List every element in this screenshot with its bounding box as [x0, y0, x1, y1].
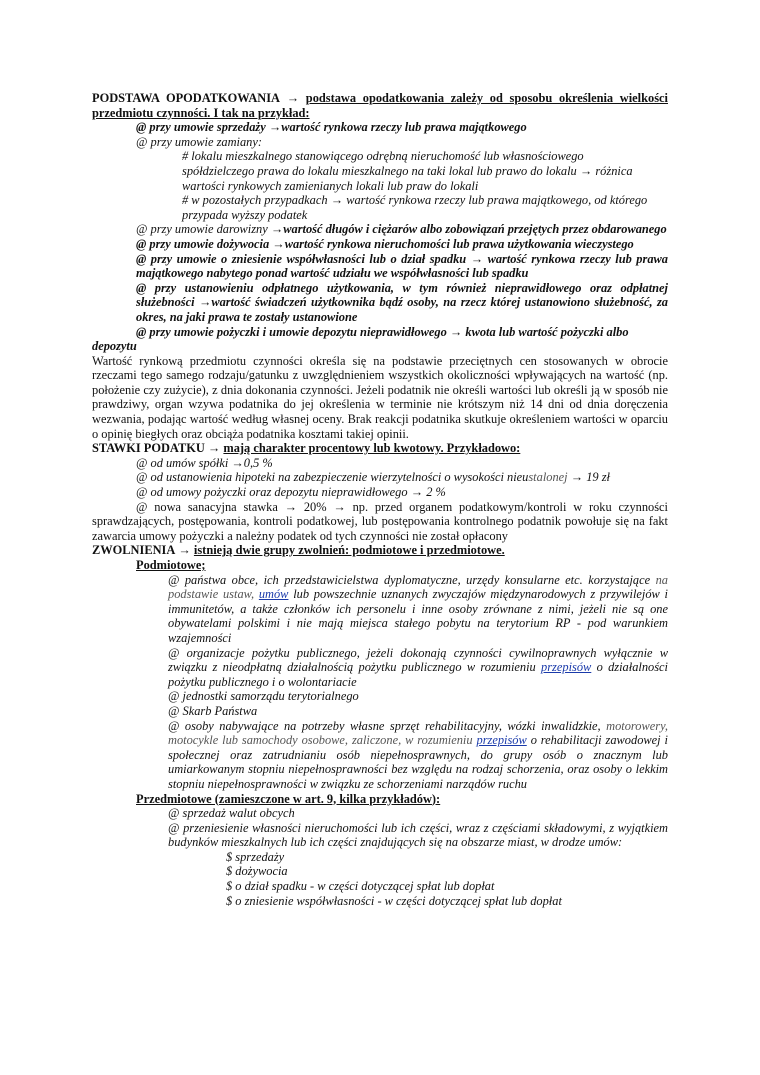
- zamiana-1b: różnica wartości rynkowych zamienianych lokali lub praw do lokali: [182, 163, 633, 193]
- podstawa-intro-text: podstawa opodatkowania zależy od sposobu określenia wielkości przedmiotu czynności. I tak na przykład:: [92, 91, 668, 120]
- arrow-icon: →: [178, 543, 191, 558]
- zamiana-2a: # w pozostałych przypadkach: [182, 193, 328, 208]
- wspolwlasnosc-label: @ przy umowie o zniesienie współwłasności lub o dział spadku: [136, 251, 467, 266]
- sprzedaz-label: @ przy umowie sprzedaży: [136, 120, 266, 135]
- zamiana-2b: wartość rynkowa rzeczy lub prawa majątkowego, od którego przypada wyższy podatek: [182, 193, 648, 222]
- arrow-icon: →: [570, 470, 584, 485]
- p1-a: @ państwa obce, ich przedstawicielstwa dyplomatyczne, urzędy konsularne etc. korzystające: [168, 572, 651, 587]
- zwolnienia-intro: [92, 543, 668, 558]
- stawka-3-value: 2 %: [426, 485, 446, 500]
- umowy-list: [226, 850, 668, 908]
- zamiana-label: @ przy umowie zamiany:: [136, 134, 262, 149]
- stawka-1-label: @ od umów spółki: [136, 455, 229, 470]
- dozywocie-item: [136, 237, 668, 252]
- przepisow-link[interactable]: przepisów: [541, 660, 592, 675]
- arrow-icon: →: [286, 91, 300, 105]
- p2-b: o działalności pożytku publicznego i o wolontariacie: [168, 660, 668, 689]
- stawka-2-label-b: stalonej: [528, 470, 568, 485]
- uzytkowanie-text: wartość świadczeń użytkownika bądź osoby, na rzecz której ustanowiono służebność, za okres, na jaki prawa te zostały ustanowione: [136, 295, 668, 324]
- umowa-item-1: $ sprzedaży: [226, 849, 285, 864]
- darowizna-text: wartość długów i ciężarów albo zobowiązań przejętych przez obdarowanego: [283, 222, 667, 237]
- podmiotowe-heading: Podmiotowe;: [136, 558, 206, 572]
- document-page: [92, 91, 668, 908]
- sprzedaz-text: wartość rynkowa rzeczy lub prawa majątkowego: [281, 120, 527, 135]
- stawki-intro-text: mają charakter procentowy lub kwotowy. Przykładowo:: [223, 441, 521, 456]
- przepisow-link-2[interactable]: przepisów: [476, 733, 527, 748]
- podstawa-intro: [92, 91, 668, 120]
- arrow-icon: →: [330, 193, 344, 208]
- zwolnienia-intro-text: istnieją dwie grupy zwolnień: podmiotowe i przedmiotowe.: [193, 543, 505, 558]
- arrow-icon: →: [207, 441, 221, 456]
- umow-link[interactable]: umów: [258, 587, 289, 602]
- p1-b: na podstawie ustaw,: [168, 572, 668, 602]
- zamiana-item-2: [182, 193, 668, 222]
- p1-c: lub powszechnie uznanych zwyczajów międzynarodowych z przywilejów i immunitetów, a także członków ich personelu i inne osoby zrównane z nimi, jeżeli nie są one obywatelami polskimi i nie mają miejsca stałego pobytu na terytorium RP - pod warunkiem wzajemności: [168, 587, 668, 645]
- stawka-item-2: [136, 470, 668, 485]
- zwolnienia-heading: ZWOLNIENIA: [92, 543, 176, 558]
- p5-b: motorowery, motocykle lub samochody osobowe, zaliczone, w rozumieniu: [168, 718, 668, 748]
- przedmiotowe-list: [168, 806, 668, 850]
- umowa-item-4: $ o zniesienie współwłasności - w części dotyczącej spłat lub dopłat: [226, 893, 562, 908]
- uzytkowanie-item: [136, 281, 668, 325]
- przedmiotowe-heading: Przedmiotowe (zamieszczone w art. 9, kilka przykładów):: [136, 791, 441, 806]
- stawka-2-value: 19 zł: [586, 470, 610, 485]
- arrow-icon: →: [272, 236, 285, 251]
- wspolwlasnosc-item: [136, 252, 668, 281]
- uzytkowanie-label: @ przy ustanowieniu odpłatnego użytkowania, w tym również nieprawidłowego oraz odpłatnej służebności: [136, 280, 668, 310]
- przedmiotowe-item-1: @ sprzedaż walut obcych: [168, 806, 295, 821]
- darowizna-item: [92, 222, 668, 237]
- umowa-item-2: $ dożywocia: [226, 864, 288, 879]
- sprzedaz-item: [136, 120, 668, 135]
- darowizna-label: @ przy umowie darowizny: [136, 222, 268, 237]
- stawka-1-value: 0,5 %: [243, 455, 273, 470]
- arrow-icon: →: [410, 485, 424, 500]
- arrow-icon: →: [449, 324, 463, 339]
- pozyczka-label: @ przy umowie pożyczki i umowie depozytu nieprawidłowego: [136, 324, 447, 339]
- stawka-4-value: 20%: [303, 499, 327, 514]
- podmiotowe-item-1: [168, 573, 668, 646]
- arrow-icon: →: [470, 251, 484, 266]
- podmiotowe-item-2: [168, 646, 668, 690]
- podmiotowe-item-4: @ Skarb Państwa: [168, 703, 258, 718]
- stawki-intro: [92, 441, 668, 456]
- wspolwlasnosc-text: wartość rynkowa rzeczy lub prawa majątkowego nabytego ponad wartość udziału we współwłasności lub spadku: [136, 251, 668, 281]
- stawka-item-3: [136, 485, 668, 500]
- dozywocie-label: @ przy umowie dożywocia: [136, 236, 270, 251]
- stawka-4-rest: np. przed organem podatkowym/kontroli w roku czynności sprawdzających, postępowania, kontroli podatkowej, lub postępowania kontrolnego podatnik powołuje się na fakt zawarcia umowy pożyczki a należny podatek od tych czynności nie został opłacony: [92, 499, 668, 543]
- arrow-icon: →: [198, 295, 212, 310]
- pozyczka-text: kwota lub wartość pożyczki albo depozytu: [92, 324, 629, 354]
- arrow-icon: →: [231, 455, 244, 470]
- arrow-icon: →: [268, 120, 282, 135]
- wartosc-paragraph: Wartość rynkową przedmiotu czynności określa się na podstawie przeciętnych cen stosowanych w obrocie rzeczami tego samego rodzaju/gatunku z uwzględnieniem wszystkich okoliczności wpływających na wartość (np. położenie czy zużycie), z dnia dokonania czynności. Jeżeli podatnik nie określi wartości lub określi ją w sposób nie prawdziwy, organ wzywa podatnika do jej określenia w terminie nie krótszym niż 14 dni od dnia doręczenia wezwania, podając wartość według własnej oceny. Brak reakcji podatnika skutkuje określeniem wartości w oparciu o opinię biegłych oraz obciąża podatnika kosztami takiej opinii.: [92, 353, 668, 441]
- p2-a: @ organizacje pożytku publicznego, jeżeli dokonają czynności cywilnoprawnych wyłącznie w związku z nieodpłatną działalnością pożytku publicznego w rozumieniu: [168, 645, 668, 675]
- podmiotowe-item-5: [168, 719, 668, 792]
- umowa-item-3: $ o dział spadku - w części dotyczącej spłat lub dopłat: [226, 879, 495, 894]
- stawka-3-label: @ od umowy pożyczki oraz depozytu nieprawidłowego: [136, 485, 408, 500]
- zamiana-item-1: [182, 149, 668, 193]
- stawki-heading: STAWKI PODATKU: [92, 441, 205, 456]
- arrow-icon: →: [333, 499, 346, 514]
- arrow-icon: →: [284, 499, 298, 514]
- zamiana-1a: # lokalu mieszkalnego stanowiącego odrębną nieruchomość lub własnościowego spółdzielczego prawa do lokalu mieszkalnego na taki lokal lub prawo do lokalu: [182, 149, 584, 178]
- arrow-icon: →: [579, 163, 593, 178]
- podmiotowe-list: [168, 573, 668, 792]
- p5-a: @ osoby nabywające na potrzeby własne sprzęt rehabilitacyjny, wózki inwalidzkie,: [168, 718, 601, 733]
- stawka-4-label: @ nowa sanacyjna stawka: [136, 499, 278, 514]
- dozywocie-text: wartość rynkowa nieruchomości lub prawa użytkowania wieczystego: [284, 236, 634, 251]
- podstawa-heading: PODSTAWA OPODATKOWANIA: [92, 91, 280, 105]
- przedmiotowe-item-2: @ przeniesienie własności nieruchomości lub ich części, wraz z częściami składowymi, z wyjątkiem budynków mieszkalnych lub ich części znajdujących się na obszarze miast, w drodze umów:: [168, 820, 668, 850]
- arrow-icon: →: [270, 222, 284, 237]
- podmiotowe-item-3: @ jednostki samorządu terytorialnego: [168, 689, 359, 704]
- p5-c: o rehabilitacji zawodowej i społecznej oraz zatrudnianiu osób niepełnosprawnych, do grupy osób o znacznym lub umiarkowanym stopniu niepełnosprawności bez względu na rodzaj schorzenia, oraz osoby o lekkim stopniu niepełnosprawności w związku ze schorzeniami narządów ruchu: [168, 733, 668, 791]
- stawka-item-1: [136, 456, 668, 471]
- stawka-2-label: @ od ustanowienia hipoteki na zabezpieczenie wierzytelności o wysokości nieu: [136, 470, 529, 485]
- stawka-item-4: [92, 500, 668, 544]
- pozyczka-item: [92, 325, 668, 354]
